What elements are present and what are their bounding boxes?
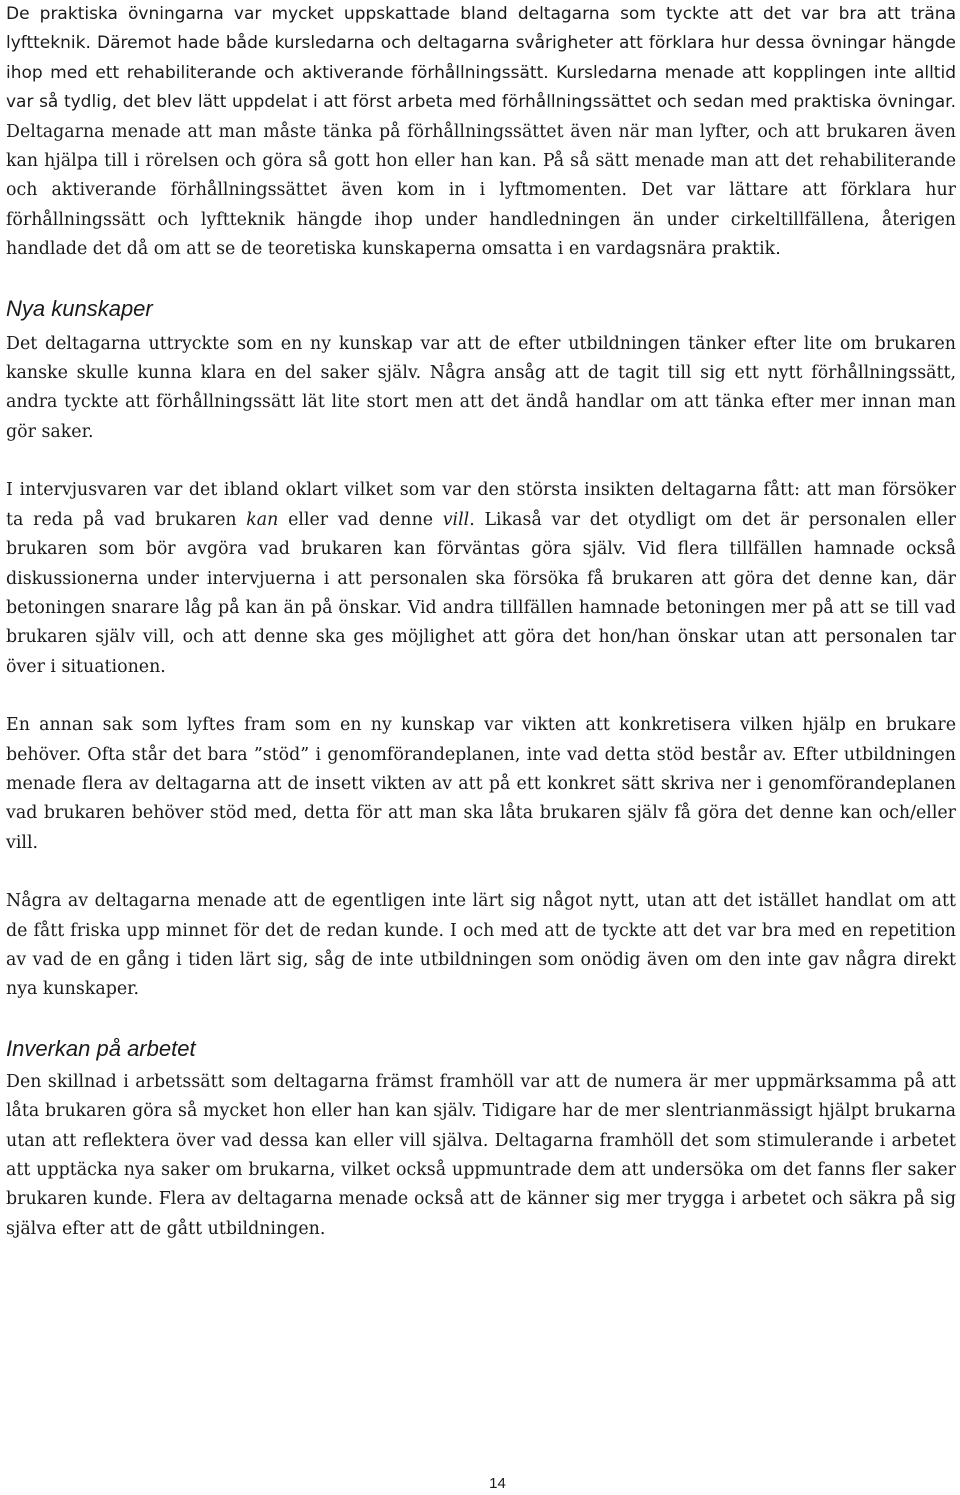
intro-sans-text: De praktiska övningarna var mycket uppskattade bland deltagarna som tyckte att det var bra att träna lyftteknik. Däremot hade både kursledarna och deltagarna svårigheter att förklara hur dessa övningar hängde ihop med ett rehabiliterande och aktiverande förhållningssätt. Kursledarna menade att kopplingen inte alltid var så tydlig, det blev lätt uppdelat i att först arbeta med förhållningssättet och sedan med praktiska övningar. <box>6 4 956 113</box>
inverkan-paragraph-1: Den skillnad i arbetssätt som deltagarna främst framhöll var att de numera är mer uppmärksamma på att låta brukaren göra så mycket hon eller han kan själv. Tidigare har de mer slentrianmässigt hjälpt brukarna utan att reflektera över vad dessa kan eller vill själva. Deltagarna framhöll det som stimulerande i arbetet att upptäcka nya saker om brukarna, vilket också uppmuntrade dem att undersöka om det fanns fler saker brukaren kunde. Flera av deltagarna menade också att de känner sig mer trygga i arbetet och säkra på sig själva efter att de gått utbildningen. <box>6 1071 956 1239</box>
nya-p2-text-a: I intervjusvaren var det ibland oklart vilket som var den största insikten deltagarna fått: att man försöker ta reda på vad brukaren <box>6 480 956 530</box>
nya-p2-emphasis-kan: kan <box>246 509 279 530</box>
nya-paragraph-4: Några av deltagarna menade att de egentligen inte lärt sig något nytt, utan att det istället handlat om att de fått friska upp minnet för det de redan kunde. I och med att de tyckte att det var bra med en repetition av vad de en gång i tiden lärt sig, såg de inte utbildningen som onödig även om den inte gav några direkt nya kunskaper. <box>6 891 956 1000</box>
nya-paragraph-2 <box>6 476 956 682</box>
page-number: 14 <box>489 1475 506 1492</box>
section-heading-inverkan-pa-arbetet: Inverkan på arbetet <box>6 1035 196 1061</box>
intro-paragraph <box>6 0 956 265</box>
nya-p2-text-c: . Likaså var det otydligt om det är personalen eller brukaren som bör avgöra vad brukaren kan förväntas göra själv. Vid flera tillfällen hamnade också diskussionerna under intervjuerna i att personalen ska försöka få brukaren att göra det denne kan, där betoningen snarare låg på kan än på önskar. Vid andra tillfällen hamnade betoningen mer på att se till vad brukaren själv vill, och att denne ska ges möjlighet att göra det hon/han önskar utan att personalen tar över i situationen. <box>6 509 956 677</box>
section-heading-nya-kunskaper: Nya kunskaper <box>6 295 153 321</box>
nya-paragraph-1: Det deltagarna uttryckte som en ny kunskap var att de efter utbildningen tänker efter lite om brukaren kanske skulle kunna klara en del saker själv. Några ansåg att de tagit till sig ett nytt förhållningssätt, andra tyckte att förhållningssätt lät lite stort men att det ändå handlar om att tänka efter mer innan man gör saker. <box>6 333 956 442</box>
nya-p2-text-b: eller vad denne <box>278 509 443 530</box>
document-page <box>6 0 956 1244</box>
nya-paragraph-3: En annan sak som lyftes fram som en ny kunskap var vikten att konkretisera vilken hjälp en brukare behöver. Ofta står det bara ”stöd” i genomförandeplanen, inte vad detta stöd består av. Efter utbildningen menade flera av deltagarna att de insett vikten av att på ett konkret sätt skriva ner i genomförandeplanen vad brukaren behöver stöd med, detta för att man ska låta brukaren själv få göra det denne kan och/eller vill. <box>6 715 956 853</box>
intro-serif-text: Deltagarna menade att man måste tänka på förhållningssättet även när man lyfter, och att brukaren även kan hjälpa till i rörelsen och göra så gott hon eller han kan. På så sätt menade man att det rehabiliterande och aktiverande förhållningssättet även kom in i lyftmomenten. Det var lättare att förklara hur förhållningssätt och lyftteknik hängde ihop under handledningen än under cirkeltillfällena, återigen handlade det då om att se de teoretiska kunskaperna omsatta i en vardagsnära praktik. <box>6 121 956 260</box>
nya-p2-emphasis-vill: vill <box>442 509 470 530</box>
